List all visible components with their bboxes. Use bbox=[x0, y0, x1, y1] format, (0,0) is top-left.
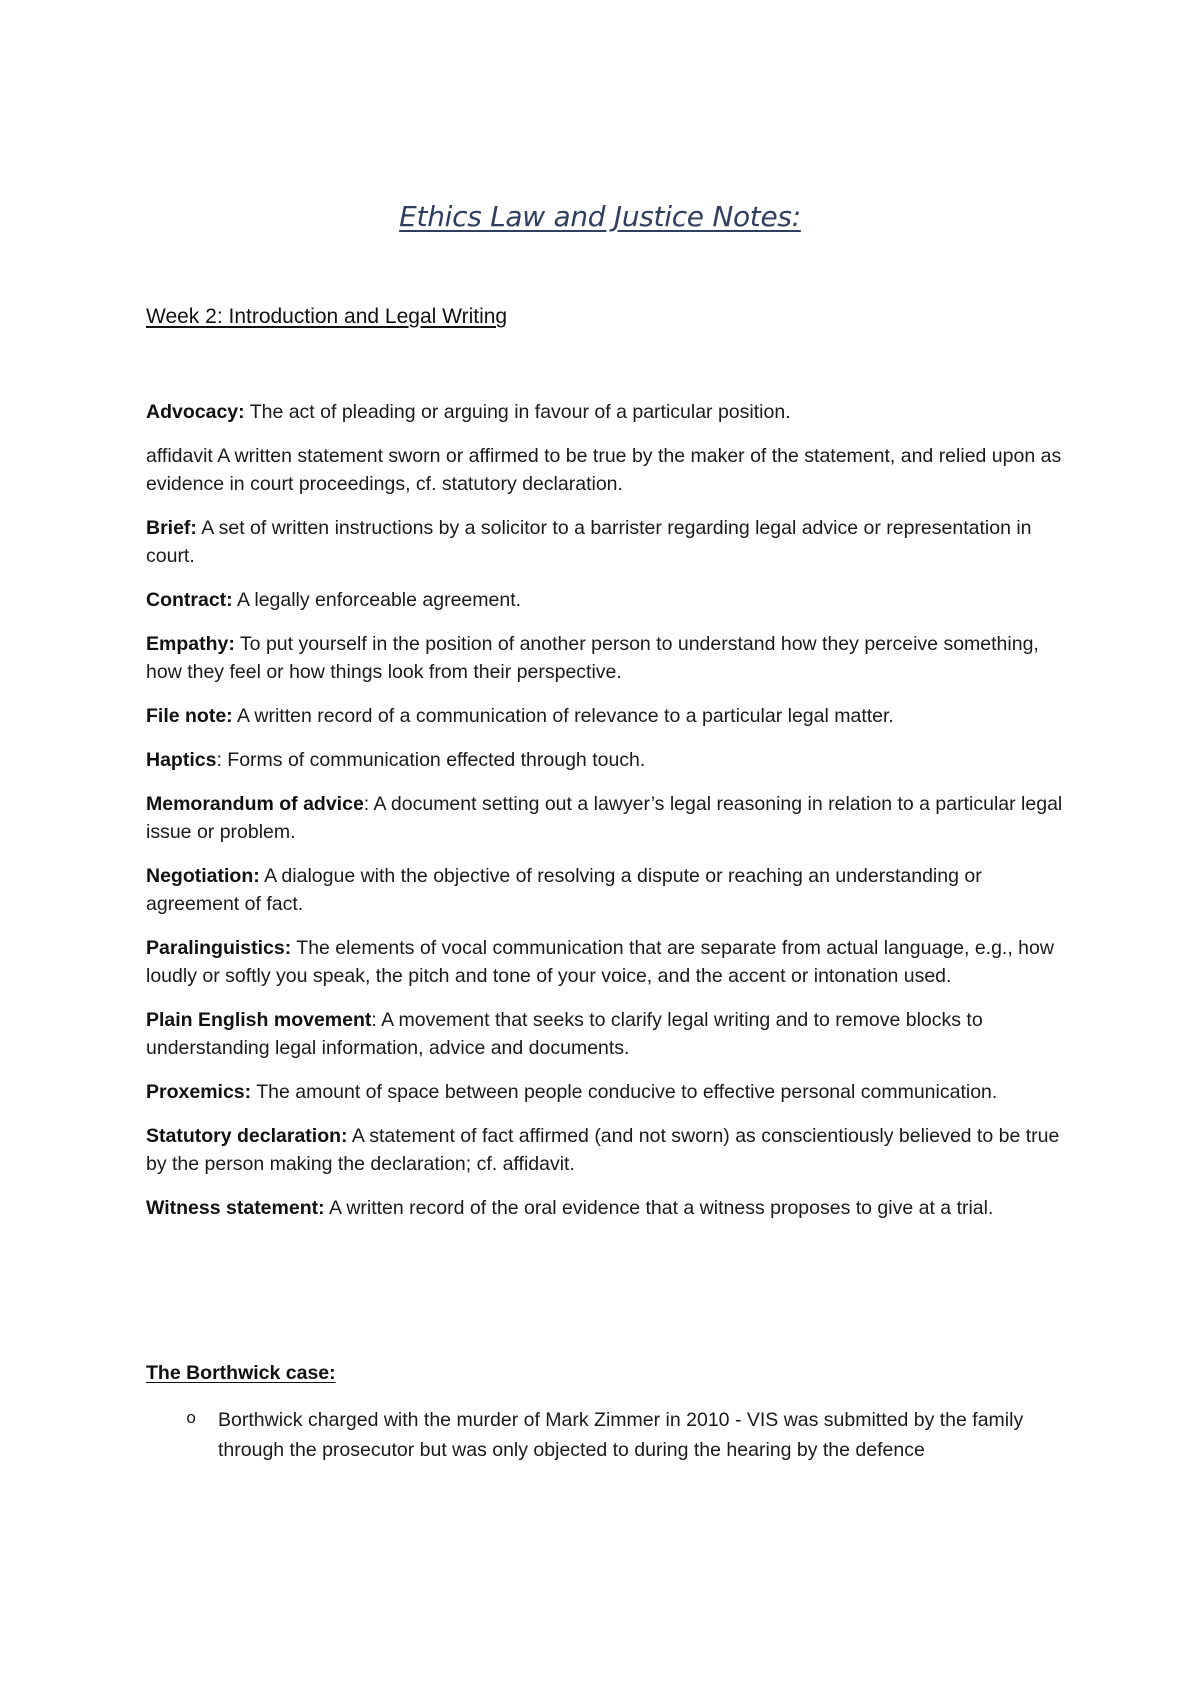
glossary-entry bbox=[146, 1078, 1066, 1106]
glossary-definition: A written record of the oral evidence that a witness proposes to give at a trial. bbox=[324, 1197, 994, 1219]
glossary-term: Brief: bbox=[146, 517, 197, 539]
glossary-entry bbox=[146, 702, 1066, 730]
glossary-definition: : Forms of communication effected through touch. bbox=[216, 749, 646, 771]
glossary-entry bbox=[146, 934, 1066, 990]
glossary-definition: : A movement that seeks to clarify legal writing and to remove blocks to understanding legal information, advice and documents. bbox=[146, 1009, 983, 1059]
glossary-term: Empathy: bbox=[146, 633, 235, 655]
list-item-text: Borthwick charged with the murder of Mark Zimmer in 2010 - VIS was submitted by the family through the prosecutor but was only objected to during the hearing by the defence bbox=[218, 1409, 1024, 1461]
glossary-entry bbox=[146, 1006, 1066, 1062]
glossary-term: Plain English movement bbox=[146, 1009, 372, 1031]
glossary-definition: : A document setting out a lawyer’s legal reasoning in relation to a particular legal issue or problem. bbox=[146, 793, 1063, 843]
glossary-definition: A statement of fact affirmed (and not sworn) as conscientiously believed to be true by the person making the declaration; cf. affidavit. bbox=[146, 1125, 1060, 1175]
glossary-definition: The amount of space between people conducive to effective personal communication. bbox=[251, 1081, 998, 1103]
glossary-definition: A legally enforceable agreement. bbox=[232, 589, 522, 611]
glossary-definition: affidavit A written statement sworn or affirmed to be true by the maker of the statement, and relied upon as evidence in court proceedings, cf. statutory declaration. bbox=[146, 445, 1062, 495]
glossary-entry bbox=[146, 586, 1066, 614]
glossary-term: Paralinguistics: bbox=[146, 937, 292, 959]
glossary-entry bbox=[146, 790, 1066, 846]
glossary-term: Witness statement: bbox=[146, 1197, 325, 1219]
document-title: Ethics Law and Justice Notes: bbox=[399, 200, 801, 233]
glossary-term: File note: bbox=[146, 705, 233, 727]
glossary-term: Proxemics: bbox=[146, 1081, 252, 1103]
glossary-definition: The act of pleading or arguing in favour of a particular position. bbox=[244, 401, 791, 423]
glossary-entry bbox=[146, 630, 1066, 686]
glossary-entry bbox=[146, 514, 1066, 570]
glossary-term: Statutory declaration: bbox=[146, 1125, 348, 1147]
glossary-term: Negotiation: bbox=[146, 865, 260, 887]
glossary bbox=[146, 398, 1066, 1238]
glossary-entry bbox=[146, 1194, 1066, 1222]
case-section-heading: The Borthwick case: bbox=[146, 1362, 336, 1384]
glossary-entry bbox=[146, 746, 1066, 774]
glossary-definition: The elements of vocal communication that are separate from actual language, e.g., how loudly or softly you speak, the pitch and tone of your voice, and the accent or intonation used. bbox=[146, 937, 1054, 987]
glossary-term: Haptics bbox=[146, 749, 217, 771]
glossary-entry bbox=[146, 398, 1066, 426]
case-bullet-list bbox=[146, 1405, 1066, 1465]
glossary-term: Advocacy: bbox=[146, 401, 245, 423]
glossary-definition: A written record of a communication of relevance to a particular legal matter. bbox=[232, 705, 894, 727]
list-item bbox=[146, 1405, 1066, 1465]
glossary-entry bbox=[146, 442, 1066, 498]
glossary-term: Memorandum of advice bbox=[146, 793, 364, 815]
glossary-entry bbox=[146, 862, 1066, 918]
hollow-bullet-icon: o bbox=[186, 1410, 197, 1429]
glossary-term: Contract: bbox=[146, 589, 233, 611]
glossary-definition: A dialogue with the objective of resolving a dispute or reaching an understanding or agreement of fact. bbox=[146, 865, 982, 915]
glossary-definition: To put yourself in the position of another person to understand how they perceive something, how they feel or how things look from their perspective. bbox=[146, 633, 1039, 683]
week-heading: Week 2: Introduction and Legal Writing bbox=[146, 305, 508, 328]
glossary-entry bbox=[146, 1122, 1066, 1178]
glossary-definition: A set of written instructions by a solicitor to a barrister regarding legal advice or representation in court. bbox=[146, 517, 1032, 567]
